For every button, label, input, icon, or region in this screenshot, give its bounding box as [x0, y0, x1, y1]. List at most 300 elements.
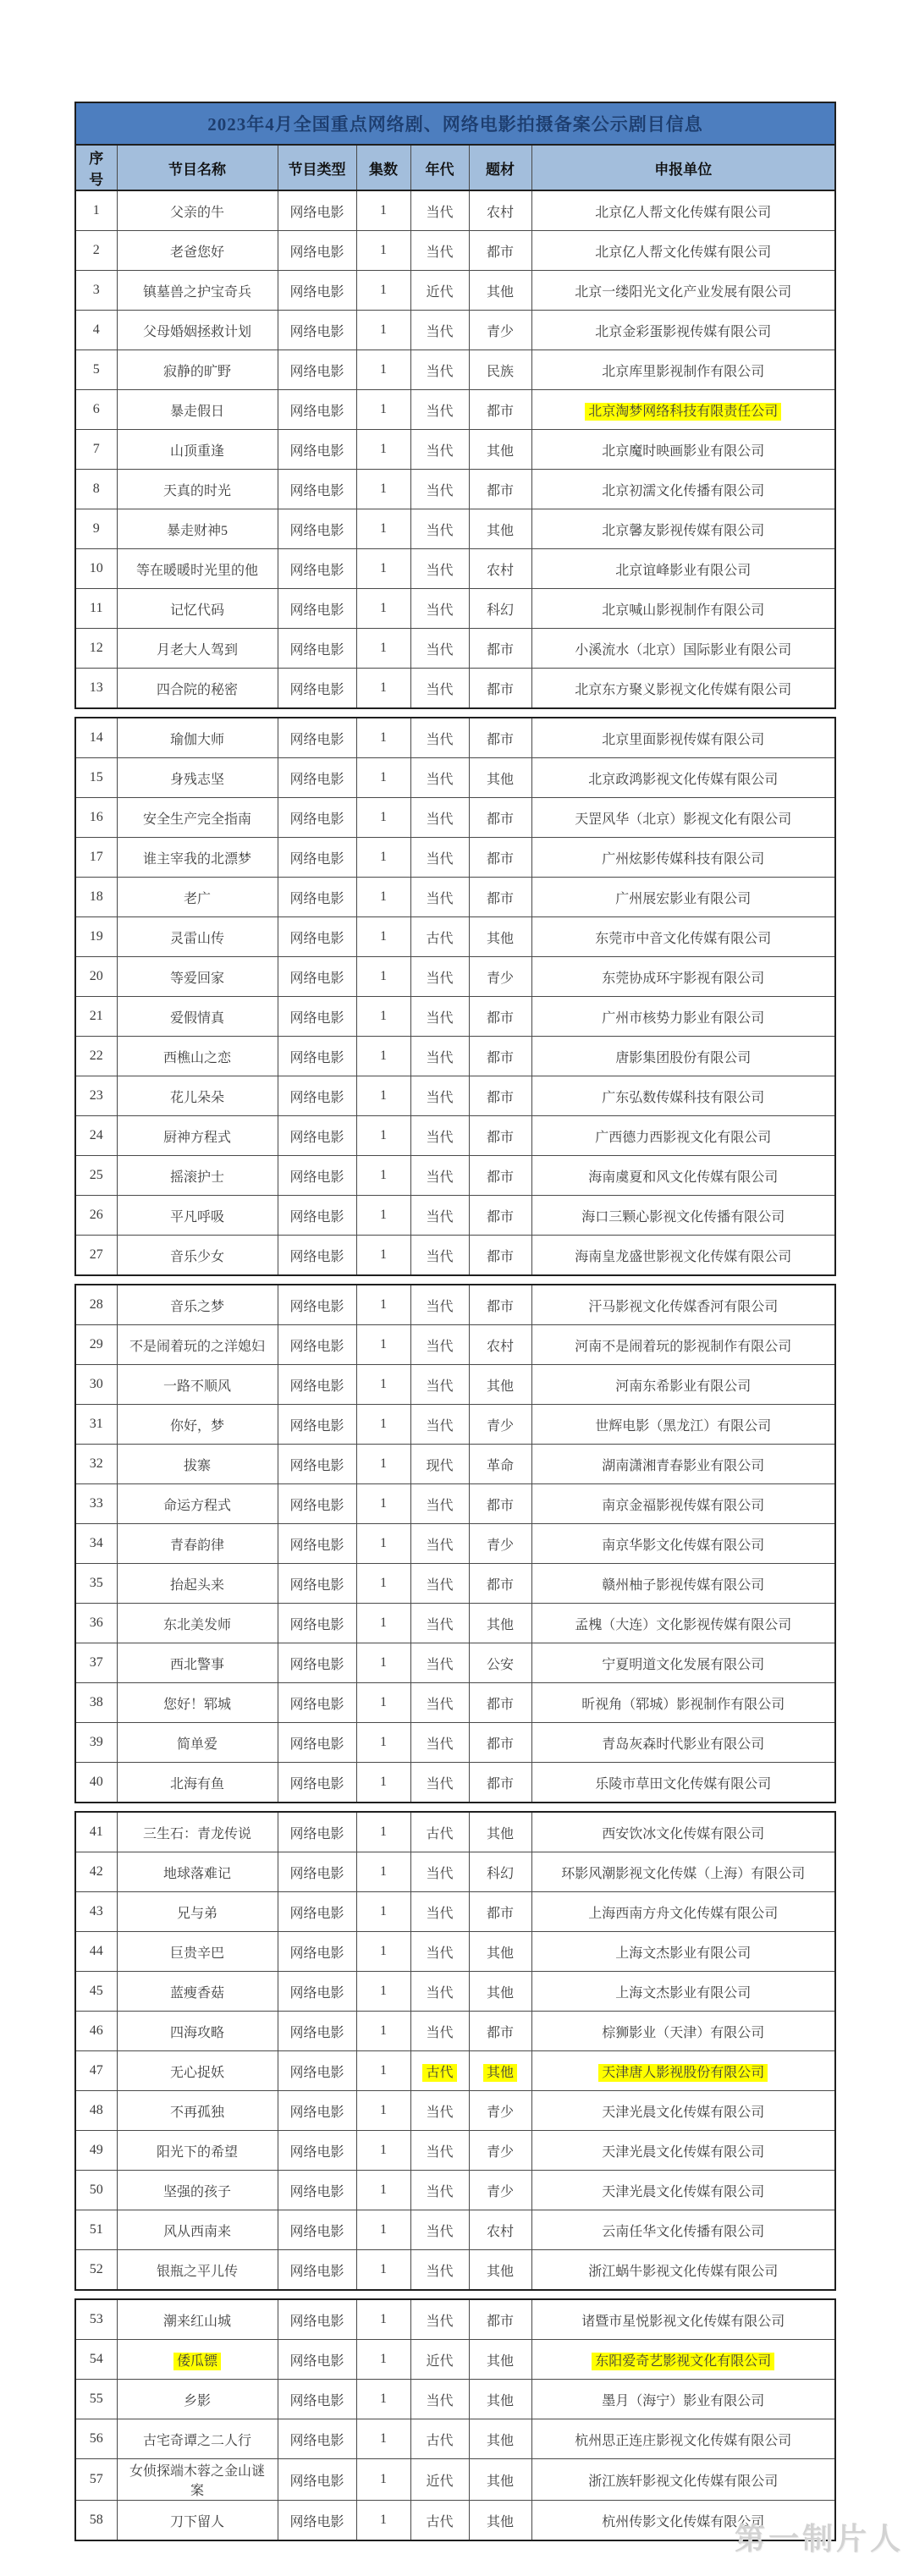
cell-row-number: 8 — [75, 470, 117, 509]
table-row — [75, 1972, 835, 2012]
cell-episode-count: 1 — [356, 1076, 410, 1116]
cell-era: 当代 — [410, 1076, 469, 1116]
cell-program-type: 网络电影 — [278, 350, 356, 390]
cell-program-name: 命运方程式 — [117, 1484, 278, 1524]
cell-program-name: 蓝瘦香菇 — [117, 1972, 278, 2012]
cell-program-type: 网络电影 — [278, 1484, 356, 1524]
cell-era: 当代 — [410, 1972, 469, 2012]
cell-era: 当代 — [410, 1604, 469, 1643]
cell-program-type: 网络电影 — [278, 390, 356, 430]
cell-applicant-company: 西安饮冰文化传媒有限公司 — [531, 1812, 835, 1852]
cell-theme: 青少 — [469, 2131, 531, 2171]
cell-program-type: 网络电影 — [278, 1365, 356, 1405]
cell-row-number: 31 — [75, 1405, 117, 1445]
cell-theme: 民族 — [469, 350, 531, 390]
cell-theme: 都市 — [469, 629, 531, 669]
cell-program-name: 身残志坚 — [117, 758, 278, 798]
cell-applicant-company: 广东弘数传媒科技有限公司 — [531, 1076, 835, 1116]
cell-applicant-company: 孟槐（大连）文化影视传媒有限公司 — [531, 1604, 835, 1643]
cell-program-name: 等在暖暖时光里的他 — [117, 549, 278, 589]
cell-theme: 都市 — [469, 1484, 531, 1524]
cell-program-name: 暴走假日 — [117, 390, 278, 430]
cell-episode-count: 1 — [356, 798, 410, 838]
cell-row-number: 56 — [75, 2419, 117, 2459]
cell-row-number: 23 — [75, 1076, 117, 1116]
cell-row-number: 39 — [75, 1723, 117, 1763]
cell-era: 古代 — [410, 917, 469, 957]
cell-episode-count: 1 — [356, 190, 410, 231]
cell-era: 当代 — [410, 1564, 469, 1604]
cell-program-name: 父亲的牛 — [117, 190, 278, 231]
cell-program-type: 网络电影 — [278, 917, 356, 957]
cell-program-type: 网络电影 — [278, 1076, 356, 1116]
cell-program-name: 北海有鱼 — [117, 1763, 278, 1803]
cell-theme: 其他 — [469, 1365, 531, 1405]
cell-era: 当代 — [410, 1116, 469, 1156]
cell-theme: 农村 — [469, 549, 531, 589]
cell-row-number: 7 — [75, 430, 117, 470]
column-header-program-type: 节目类型 — [278, 145, 356, 190]
cell-theme: 其他 — [469, 509, 531, 549]
cell-era: 当代 — [410, 430, 469, 470]
cell-theme — [469, 2051, 531, 2091]
cell-program-type: 网络电影 — [278, 798, 356, 838]
table-row — [75, 1484, 835, 1524]
cell-era: 当代 — [410, 1763, 469, 1803]
cell-episode-count: 1 — [356, 1196, 410, 1236]
cell-theme: 都市 — [469, 669, 531, 709]
cell-era: 当代 — [410, 838, 469, 878]
column-header-applicant-company: 申报单位 — [531, 145, 835, 190]
table-row — [75, 1116, 835, 1156]
watermark: 第一制片人 — [734, 2522, 904, 2556]
cell-row-number: 10 — [75, 549, 117, 589]
cell-theme: 其他 — [469, 1812, 531, 1852]
cell-program-name: 老广 — [117, 878, 278, 917]
cell-episode-count: 1 — [356, 2091, 410, 2131]
cell-era: 当代 — [410, 231, 469, 271]
cell-era: 当代 — [410, 470, 469, 509]
cell-program-type: 网络电影 — [278, 997, 356, 1037]
cell-row-number: 13 — [75, 669, 117, 709]
table-row — [75, 2340, 835, 2380]
cell-row-number: 49 — [75, 2131, 117, 2171]
cell-era: 当代 — [410, 2380, 469, 2419]
cell-theme: 农村 — [469, 190, 531, 231]
cell-theme: 公安 — [469, 1643, 531, 1683]
cell-program-name: 你好，梦 — [117, 1405, 278, 1445]
table-row — [75, 798, 835, 838]
cell-theme: 革命 — [469, 1445, 531, 1484]
cell-program-name: 风从西南来 — [117, 2210, 278, 2250]
cell-applicant-company: 浙江族轩影视文化传媒有限公司 — [531, 2459, 835, 2501]
cell-applicant-company: 南京金福影视传媒有限公司 — [531, 1484, 835, 1524]
table-row — [75, 1196, 835, 1236]
cell-program-type: 网络电影 — [278, 1852, 356, 1892]
cell-applicant-company: 湖南潇湘青春影业有限公司 — [531, 1445, 835, 1484]
cell-applicant-company: 乐陵市草田文化传媒有限公司 — [531, 1763, 835, 1803]
cell-program-name: 寂静的旷野 — [117, 350, 278, 390]
cell-episode-count: 1 — [356, 1812, 410, 1852]
cell-program-name: 地球落难记 — [117, 1852, 278, 1892]
cell-episode-count: 1 — [356, 2459, 410, 2501]
cell-theme: 其他 — [469, 1932, 531, 1972]
cell-applicant-company: 汗马影视文化传媒香河有限公司 — [531, 1285, 835, 1325]
cell-applicant-company: 世辉电影（黑龙江）有限公司 — [531, 1405, 835, 1445]
cell-applicant-company: 墨月（海宁）影业有限公司 — [531, 2380, 835, 2419]
cell-theme: 都市 — [469, 997, 531, 1037]
cell-program-name: 乡影 — [117, 2380, 278, 2419]
cell-program-name: 不是闹着玩的之洋媳妇 — [117, 1325, 278, 1365]
cell-program-type: 网络电影 — [278, 231, 356, 271]
cell-era: 当代 — [410, 2299, 469, 2340]
cell-episode-count: 1 — [356, 1236, 410, 1276]
cell-theme: 其他 — [469, 271, 531, 311]
table-row — [75, 1445, 835, 1484]
cell-program-type: 网络电影 — [278, 1892, 356, 1932]
cell-episode-count: 1 — [356, 878, 410, 917]
cell-applicant-company: 云南任华文化传播有限公司 — [531, 2210, 835, 2250]
cell-applicant-company: 河南东希影业有限公司 — [531, 1365, 835, 1405]
cell-episode-count: 1 — [356, 838, 410, 878]
cell-program-name: 刀下留人 — [117, 2501, 278, 2541]
cell-applicant-company: 浙江蜗牛影视文化传媒有限公司 — [531, 2250, 835, 2291]
cell-program-type: 网络电影 — [278, 549, 356, 589]
cell-episode-count: 1 — [356, 1604, 410, 1643]
cell-applicant-company: 广州展宏影业有限公司 — [531, 878, 835, 917]
cell-episode-count: 1 — [356, 758, 410, 798]
cell-era: 当代 — [410, 1196, 469, 1236]
cell-era: 当代 — [410, 1643, 469, 1683]
cell-row-number: 16 — [75, 798, 117, 838]
cell-program-type: 网络电影 — [278, 1723, 356, 1763]
cell-era: 当代 — [410, 1236, 469, 1276]
cell-applicant-company: 北京亿人帮文化传媒有限公司 — [531, 190, 835, 231]
cell-program-name: 谁主宰我的北漂梦 — [117, 838, 278, 878]
cell-program-name: 灵雷山传 — [117, 917, 278, 957]
cell-episode-count: 1 — [356, 1484, 410, 1524]
cell-row-number: 50 — [75, 2171, 117, 2210]
cell-era: 当代 — [410, 311, 469, 350]
cell-applicant-company: 赣州柚子影视传媒有限公司 — [531, 1564, 835, 1604]
cell-applicant-company: 广州市核势力影业有限公司 — [531, 997, 835, 1037]
column-header-theme: 题材 — [469, 145, 531, 190]
cell-row-number: 57 — [75, 2459, 117, 2501]
table-row — [75, 878, 835, 917]
table-row — [75, 1325, 835, 1365]
cell-program-type: 网络电影 — [278, 271, 356, 311]
cell-program-type: 网络电影 — [278, 509, 356, 549]
cell-era: 当代 — [410, 1325, 469, 1365]
cell-program-type: 网络电影 — [278, 718, 356, 758]
cell-program-type: 网络电影 — [278, 1236, 356, 1276]
table-row — [75, 1285, 835, 1325]
cell-theme: 都市 — [469, 838, 531, 878]
cell-applicant-company: 北京政鸿影视文化传媒有限公司 — [531, 758, 835, 798]
cell-episode-count: 1 — [356, 2131, 410, 2171]
table-row — [75, 2380, 835, 2419]
cell-theme: 都市 — [469, 231, 531, 271]
table-row — [75, 1932, 835, 1972]
cell-program-type: 网络电影 — [278, 2250, 356, 2291]
cell-row-number: 44 — [75, 1932, 117, 1972]
cell-row-number: 17 — [75, 838, 117, 878]
cell-era: 当代 — [410, 2210, 469, 2250]
table-row — [75, 1643, 835, 1683]
cell-program-type: 网络电影 — [278, 2340, 356, 2380]
cell-era: 当代 — [410, 758, 469, 798]
cell-theme: 青少 — [469, 1405, 531, 1445]
cell-episode-count: 1 — [356, 589, 410, 629]
table-segment — [74, 2298, 836, 2541]
cell-applicant-company: 上海文杰影业有限公司 — [531, 1972, 835, 2012]
cell-program-type: 网络电影 — [278, 470, 356, 509]
cell-program-type: 网络电影 — [278, 1524, 356, 1564]
cell-applicant-company: 杭州传影文化传媒有限公司 — [531, 2501, 835, 2541]
cell-program-name: 山顶重逢 — [117, 430, 278, 470]
cell-row-number: 6 — [75, 390, 117, 430]
table-row — [75, 509, 835, 549]
cell-era: 当代 — [410, 957, 469, 997]
cell-applicant-company: 海南皇龙盛世影视文化传媒有限公司 — [531, 1236, 835, 1276]
table-row — [75, 271, 835, 311]
cell-episode-count: 1 — [356, 1643, 410, 1683]
table-row — [75, 2012, 835, 2051]
cell-theme: 都市 — [469, 798, 531, 838]
cell-theme: 都市 — [469, 1763, 531, 1803]
cell-applicant-company: 杭州思正连庄影视文化传媒有限公司 — [531, 2419, 835, 2459]
cell-episode-count: 1 — [356, 549, 410, 589]
cell-episode-count: 1 — [356, 271, 410, 311]
cell-applicant-company: 海口三颗心影视文化传播有限公司 — [531, 1196, 835, 1236]
table-row — [75, 629, 835, 669]
cell-theme: 青少 — [469, 2171, 531, 2210]
cell-row-number: 47 — [75, 2051, 117, 2091]
cell-era: 当代 — [410, 549, 469, 589]
cell-applicant-company: 天津光晨文化传媒有限公司 — [531, 2131, 835, 2171]
cell-row-number: 4 — [75, 311, 117, 350]
cell-program-name: 天真的时光 — [117, 470, 278, 509]
cell-applicant-company: 天津光晨文化传媒有限公司 — [531, 2091, 835, 2131]
cell-program-type: 网络电影 — [278, 1196, 356, 1236]
cell-row-number: 41 — [75, 1812, 117, 1852]
cell-era: 当代 — [410, 589, 469, 629]
cell-episode-count: 1 — [356, 629, 410, 669]
cell-theme: 其他 — [469, 2501, 531, 2541]
cell-row-number: 42 — [75, 1852, 117, 1892]
highlighted-text: 天津唐人影视股份有限公司 — [598, 2064, 768, 2082]
cell-row-number: 9 — [75, 509, 117, 549]
header-row — [75, 145, 835, 190]
cell-program-type: 网络电影 — [278, 1604, 356, 1643]
cell-row-number: 12 — [75, 629, 117, 669]
cell-row-number: 55 — [75, 2380, 117, 2419]
cell-program-name: 平凡呼吸 — [117, 1196, 278, 1236]
highlighted-text: 古代 — [422, 2064, 456, 2082]
table-row — [75, 997, 835, 1037]
table-row — [75, 1763, 835, 1803]
cell-row-number: 2 — [75, 231, 117, 271]
cell-program-type: 网络电影 — [278, 311, 356, 350]
cell-program-name: 老爸您好 — [117, 231, 278, 271]
cell-program-type: 网络电影 — [278, 1325, 356, 1365]
table-row — [75, 2091, 835, 2131]
cell-row-number: 51 — [75, 2210, 117, 2250]
cell-theme: 农村 — [469, 2210, 531, 2250]
cell-theme: 科幻 — [469, 589, 531, 629]
cell-program-name: 西樵山之恋 — [117, 1037, 278, 1076]
cell-episode-count: 1 — [356, 1037, 410, 1076]
cell-episode-count: 1 — [356, 1564, 410, 1604]
cell-episode-count: 1 — [356, 1156, 410, 1196]
cell-program-type: 网络电影 — [278, 1812, 356, 1852]
cell-era: 当代 — [410, 2131, 469, 2171]
highlighted-text: 北京淘梦网络科技有限责任公司 — [585, 403, 781, 421]
cell-era: 当代 — [410, 190, 469, 231]
table-row — [75, 1524, 835, 1564]
cell-program-name: 四海攻略 — [117, 2012, 278, 2051]
table-row — [75, 917, 835, 957]
cell-row-number: 18 — [75, 878, 117, 917]
cell-episode-count: 1 — [356, 997, 410, 1037]
cell-theme: 都市 — [469, 1892, 531, 1932]
cell-episode-count: 1 — [356, 1683, 410, 1723]
cell-program-type: 网络电影 — [278, 2299, 356, 2340]
cell-episode-count: 1 — [356, 1116, 410, 1156]
cell-theme: 都市 — [469, 718, 531, 758]
cell-program-type: 网络电影 — [278, 589, 356, 629]
cell-row-number: 20 — [75, 957, 117, 997]
cell-program-name: 无心捉妖 — [117, 2051, 278, 2091]
cell-era: 当代 — [410, 509, 469, 549]
cell-row-number: 27 — [75, 1236, 117, 1276]
cell-era: 当代 — [410, 629, 469, 669]
cell-program-name: 安全生产完全指南 — [117, 798, 278, 838]
cell-program-type: 网络电影 — [278, 190, 356, 231]
table-row — [75, 311, 835, 350]
cell-row-number: 33 — [75, 1484, 117, 1524]
cell-program-name: 简单爱 — [117, 1723, 278, 1763]
table-row — [75, 390, 835, 430]
cell-era: 当代 — [410, 798, 469, 838]
cell-episode-count: 1 — [356, 2012, 410, 2051]
cell-theme: 都市 — [469, 878, 531, 917]
cell-applicant-company: 北京东方聚义影视文化传媒有限公司 — [531, 669, 835, 709]
cell-era: 当代 — [410, 1683, 469, 1723]
cell-row-number: 22 — [75, 1037, 117, 1076]
cell-episode-count: 1 — [356, 231, 410, 271]
table-row — [75, 1365, 835, 1405]
table-row — [75, 2051, 835, 2091]
highlighted-text: 倭瓜镖 — [173, 2353, 221, 2370]
cell-program-name: 银瓶之平儿传 — [117, 2250, 278, 2291]
cell-program-name: 阳光下的希望 — [117, 2131, 278, 2171]
table-segment — [74, 717, 836, 1276]
cell-theme: 青少 — [469, 957, 531, 997]
cell-program-type: 网络电影 — [278, 2419, 356, 2459]
table-row — [75, 2299, 835, 2340]
cell-episode-count: 1 — [356, 1932, 410, 1972]
cell-era: 当代 — [410, 1932, 469, 1972]
cell-row-number: 40 — [75, 1763, 117, 1803]
table-row — [75, 1604, 835, 1643]
cell-episode-count: 1 — [356, 350, 410, 390]
cell-theme: 都市 — [469, 1683, 531, 1723]
cell-episode-count: 1 — [356, 1325, 410, 1365]
cell-episode-count: 1 — [356, 2380, 410, 2419]
cell-theme: 都市 — [469, 1723, 531, 1763]
table-row — [75, 957, 835, 997]
cell-era: 当代 — [410, 669, 469, 709]
cell-applicant-company — [531, 2340, 835, 2380]
cell-row-number: 53 — [75, 2299, 117, 2340]
cell-program-name: 记忆代码 — [117, 589, 278, 629]
cell-program-name: 女侦探端木蓉之金山谜案 — [117, 2459, 278, 2501]
table-row — [75, 2131, 835, 2171]
cell-episode-count: 1 — [356, 1723, 410, 1763]
cell-theme: 都市 — [469, 1116, 531, 1156]
cell-episode-count: 1 — [356, 2340, 410, 2380]
column-header-era: 年代 — [410, 145, 469, 190]
cell-era: 当代 — [410, 1365, 469, 1405]
cell-episode-count: 1 — [356, 1892, 410, 1932]
column-header-episode-count: 集数 — [356, 145, 410, 190]
cell-era: 当代 — [410, 350, 469, 390]
cell-program-type: 网络电影 — [278, 1405, 356, 1445]
column-header-row-number: 序号 — [75, 145, 117, 190]
cell-theme: 都市 — [469, 470, 531, 509]
cell-era: 当代 — [410, 1892, 469, 1932]
cell-program-type: 网络电影 — [278, 2171, 356, 2210]
cell-program-type: 网络电影 — [278, 1763, 356, 1803]
cell-program-name: 青春韵律 — [117, 1524, 278, 1564]
cell-theme: 其他 — [469, 2250, 531, 2291]
cell-row-number: 34 — [75, 1524, 117, 1564]
cell-applicant-company: 唐影集团股份有限公司 — [531, 1037, 835, 1076]
cell-applicant-company: 北京馨友影视传媒有限公司 — [531, 509, 835, 549]
table-row — [75, 2250, 835, 2291]
cell-applicant-company: 东莞协成环宇影视有限公司 — [531, 957, 835, 997]
cell-theme: 其他 — [469, 917, 531, 957]
cell-program-name: 厨神方程式 — [117, 1116, 278, 1156]
cell-program-type: 网络电影 — [278, 2012, 356, 2051]
cell-applicant-company — [531, 2051, 835, 2091]
cell-theme: 其他 — [469, 2340, 531, 2380]
cell-theme: 都市 — [469, 1156, 531, 1196]
cell-era: 当代 — [410, 878, 469, 917]
cell-applicant-company: 北京谊峰影业有限公司 — [531, 549, 835, 589]
table-row — [75, 470, 835, 509]
cell-theme: 都市 — [469, 1564, 531, 1604]
cell-program-type: 网络电影 — [278, 758, 356, 798]
cell-episode-count: 1 — [356, 509, 410, 549]
table-row — [75, 350, 835, 390]
cell-row-number: 48 — [75, 2091, 117, 2131]
cell-program-name: 花儿朵朵 — [117, 1076, 278, 1116]
cell-program-name: 一路不顺风 — [117, 1365, 278, 1405]
cell-program-type: 网络电影 — [278, 2459, 356, 2501]
table-row — [75, 1405, 835, 1445]
cell-era: 当代 — [410, 2012, 469, 2051]
cell-program-name: 抬起头来 — [117, 1564, 278, 1604]
cell-row-number: 25 — [75, 1156, 117, 1196]
table-row — [75, 1812, 835, 1852]
cell-theme: 其他 — [469, 2419, 531, 2459]
table-row — [75, 1156, 835, 1196]
cell-episode-count: 1 — [356, 917, 410, 957]
cell-row-number: 36 — [75, 1604, 117, 1643]
cell-row-number: 24 — [75, 1116, 117, 1156]
